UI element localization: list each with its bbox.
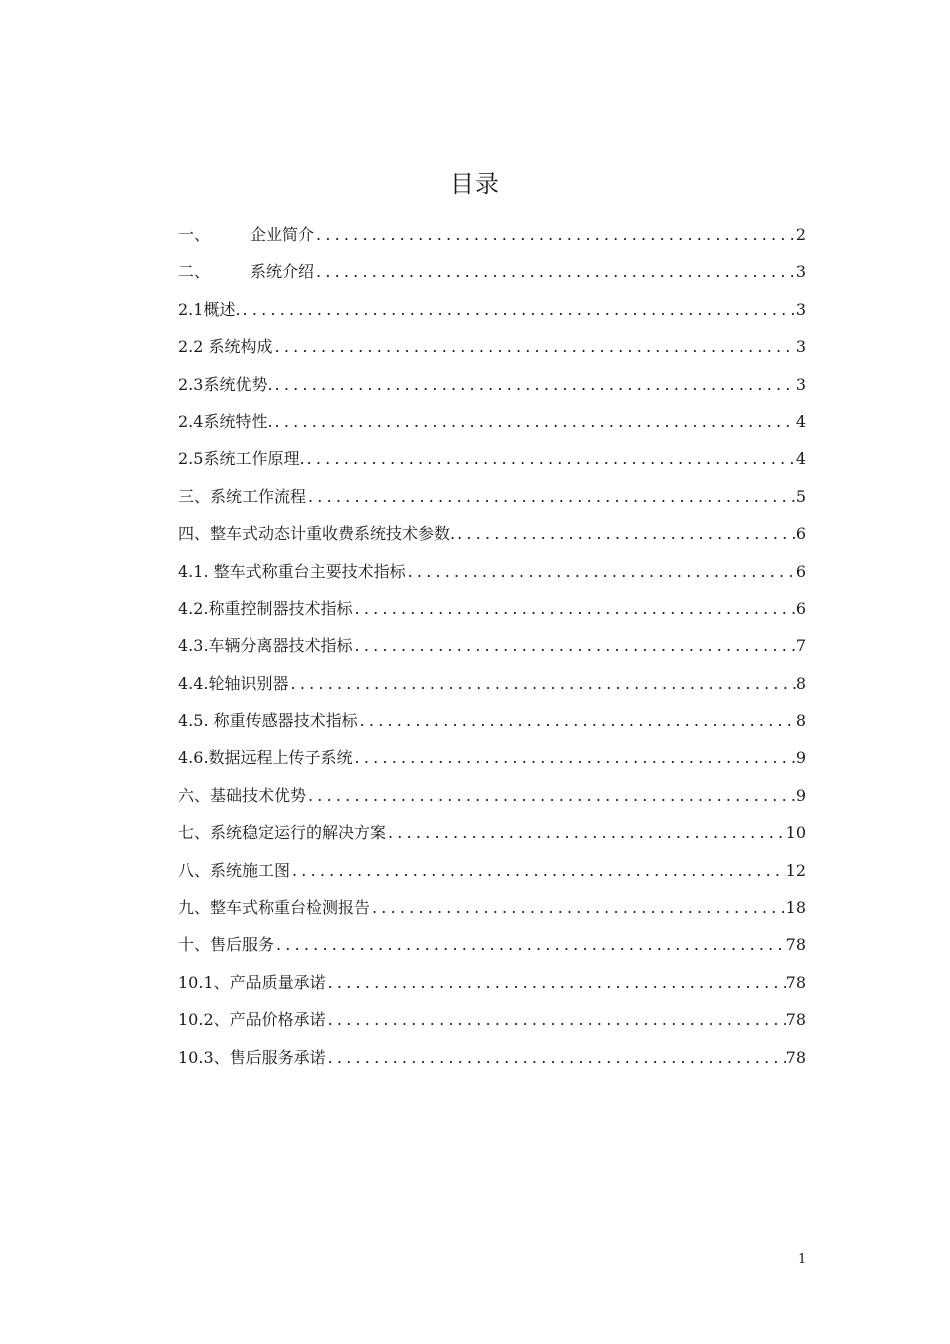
toc-entry-label: 十、售后服务 [178, 935, 275, 955]
toc-leader-dots [370, 898, 786, 917]
toc-entry-label: 八、系统施工图 [178, 860, 291, 880]
toc-leader-dots [353, 748, 796, 767]
toc-entry[interactable] [178, 820, 806, 857]
toc-entry-page: 9 [795, 748, 806, 768]
toc-entry-page: 4 [795, 449, 806, 469]
toc-entry[interactable] [178, 895, 806, 932]
toc-leader-dots [326, 1048, 786, 1067]
toc-entry[interactable] [178, 521, 806, 558]
toc-entry-page: 78 [785, 935, 806, 955]
toc-entry-text: 企业简介 [250, 225, 315, 244]
toc-entry[interactable] [178, 671, 806, 708]
toc-leader-dots [273, 337, 796, 356]
toc-entry-page: 3 [795, 374, 806, 394]
toc-entry-page: 6 [795, 524, 806, 544]
toc-leader-dots [326, 973, 786, 992]
toc-entry-label: 四、整车式动态计重收费系统技术参数. [178, 524, 456, 544]
toc-entry-label: 10.3、售后服务承诺 [178, 1047, 326, 1067]
toc-entry[interactable] [178, 708, 806, 745]
toc-entry-page: 3 [795, 262, 806, 282]
page-number: 1 [798, 1252, 807, 1267]
toc-entry-label: 2.4系统特性. [178, 411, 273, 431]
toc-entry-label: 七、系统稳定运行的解决方案 [178, 823, 387, 843]
toc-entry-page: 7 [795, 636, 806, 656]
toc-entry-label: 九、整车式称重台检测报告 [178, 898, 371, 918]
toc-leader-dots [314, 225, 796, 244]
toc-entry[interactable] [178, 559, 806, 596]
toc-entry-label: 4.1. 整车式称重台主要技术指标 [178, 561, 406, 581]
toc-entry-label: 4.4.轮轴识别器 [178, 673, 289, 693]
toc-entry[interactable] [178, 633, 806, 670]
toc-leader-dots [326, 1010, 786, 1029]
toc-entry[interactable] [178, 484, 806, 521]
toc-entry[interactable] [178, 1007, 806, 1044]
toc-leader-dots [290, 861, 786, 880]
toc-entry[interactable] [178, 1045, 806, 1082]
toc-entry-page: 3 [795, 299, 806, 319]
toc-entry-number: 一、 [178, 225, 211, 244]
toc-leader-dots [353, 599, 796, 618]
toc-leader-dots [289, 674, 796, 693]
toc-entry-number: 二、 [178, 262, 211, 282]
toc-entry[interactable] [178, 858, 806, 895]
toc-entry-label: 10.2、产品价格承诺 [178, 1010, 326, 1030]
toc-leader-dots [314, 262, 796, 281]
toc-entry[interactable] [178, 596, 806, 633]
toc-entry-page: 18 [785, 898, 806, 918]
toc-entry-page: 12 [785, 860, 806, 880]
toc-leader-dots [305, 449, 796, 468]
toc-entry-label: 4.3.车辆分离器技术指标 [178, 636, 353, 656]
toc-entry-label: 2.3系统优势. [178, 374, 273, 394]
toc-entry-page: 8 [795, 711, 806, 731]
toc-entry-page: 4 [795, 411, 806, 431]
toc-entry-page: 9 [795, 785, 806, 805]
toc-entry[interactable] [178, 409, 806, 446]
toc-leader-dots [386, 823, 786, 842]
toc-leader-dots [273, 375, 796, 394]
toc-leader-dots [406, 562, 796, 581]
toc-entry-text: 系统介绍 [250, 262, 315, 282]
toc-entry-page: 3 [795, 337, 806, 357]
toc-entry-page: 78 [785, 1047, 806, 1067]
toc-entry[interactable] [178, 745, 806, 782]
toc-entry-label: 2.1概述. [178, 299, 241, 319]
toc-entry-label: 2.2 系统构成 [178, 337, 273, 357]
toc-leader-dots [241, 300, 796, 319]
toc-entry-label: 10.1、产品质量承诺 [178, 972, 326, 992]
toc-entry[interactable] [178, 932, 806, 969]
toc-entry-label [178, 259, 314, 282]
toc-entry[interactable] [178, 372, 806, 409]
toc-entry-label: 2.5系统工作原理. [178, 449, 305, 469]
toc-entry-page: 6 [795, 598, 806, 618]
toc-entry[interactable] [178, 297, 806, 334]
toc-entry-label: 三、系统工作流程 [178, 486, 307, 506]
toc-title: 目录 [450, 170, 500, 198]
toc-entry[interactable] [178, 783, 806, 820]
toc-leader-dots [274, 935, 786, 954]
toc-entry[interactable] [178, 970, 806, 1007]
toc-leader-dots [306, 786, 796, 805]
toc-entry-label: 4.6.数据远程上传子系统 [178, 748, 353, 768]
toc-entry-page: 5 [795, 486, 806, 506]
toc-entry[interactable] [178, 446, 806, 483]
toc-list [178, 222, 806, 1082]
toc-entry-page: 10 [785, 823, 806, 843]
toc-entry-page: 78 [785, 972, 806, 992]
toc-leader-dots [306, 487, 796, 506]
toc-entry[interactable] [178, 259, 806, 296]
toc-entry-page: 2 [795, 225, 806, 244]
toc-entry-page: 8 [795, 673, 806, 693]
toc-leader-dots [358, 711, 796, 730]
toc-leader-dots [455, 524, 796, 543]
toc-entry-label: 4.2.称重控制器技术指标 [178, 598, 353, 618]
toc-entry-label: 4.5. 称重传感器技术指标 [178, 711, 358, 731]
toc-entry-page: 78 [785, 1010, 806, 1030]
toc-leader-dots [353, 636, 796, 655]
toc-entry-page: 6 [795, 561, 806, 581]
toc-entry[interactable] [178, 222, 806, 259]
toc-leader-dots [273, 412, 796, 431]
toc-entry-label: 六、基础技术优势 [178, 785, 307, 805]
toc-entry[interactable] [178, 334, 806, 371]
toc-entry-label [178, 222, 314, 245]
